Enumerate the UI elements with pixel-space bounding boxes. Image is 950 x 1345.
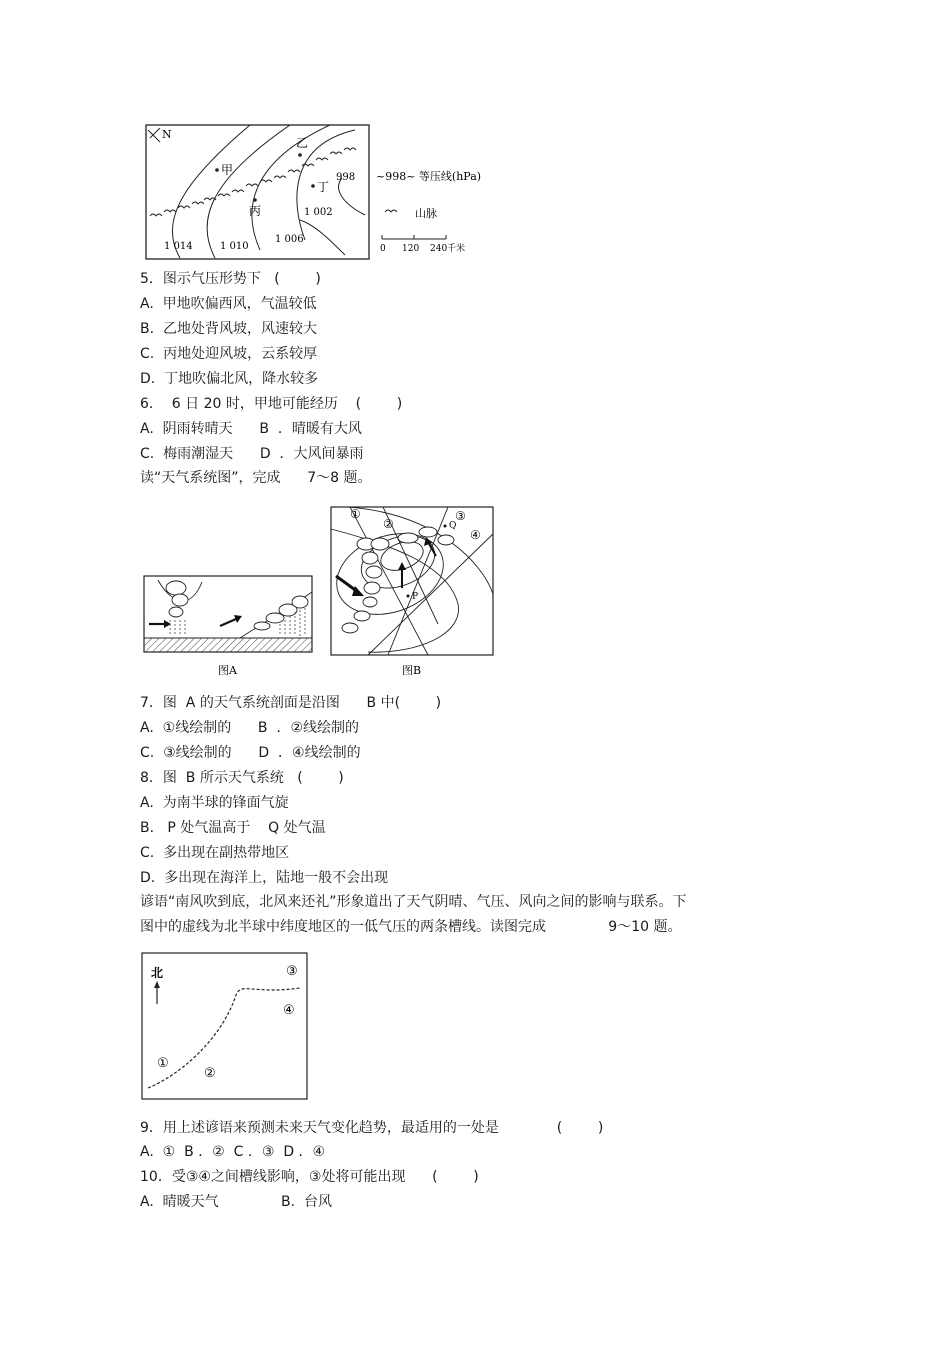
q8-option-c: C. 多出现在副热带地区 bbox=[140, 845, 290, 861]
q8-option-b: B. P 处气温高于 Q 处气温 bbox=[140, 820, 326, 836]
q5-option-b: B. 乙地处背风坡，风速较大 bbox=[140, 321, 317, 337]
scale-240: 240千米 bbox=[430, 244, 466, 254]
q8-option-d: D. 多出现在海洋上，陆地一般不会出现 bbox=[140, 870, 389, 886]
isobar-label-1014: 1 014 bbox=[164, 241, 193, 252]
weather-figure-a bbox=[140, 572, 316, 680]
figure-b-caption: 图B bbox=[402, 664, 422, 677]
north-label: N bbox=[162, 128, 172, 141]
q7-stem: 7．图 A 的天气系统剖面是沿图 B 中( ) bbox=[140, 695, 442, 711]
legend-mountain: 山脉 bbox=[415, 207, 437, 220]
q5-option-a: A. 甲地吹偏西风，气温较低 bbox=[140, 296, 317, 312]
scale-0: 0 bbox=[380, 244, 386, 254]
trough-label-2: ② bbox=[204, 1066, 216, 1081]
q5-option-d: D. 丁地吹偏北风，降水较多 bbox=[140, 371, 319, 387]
figure-b-label-1: ① bbox=[350, 507, 361, 521]
point-jia: 甲 bbox=[221, 163, 234, 177]
figure-b-label-2: ② bbox=[383, 517, 394, 531]
q5-stem: 5．图示气压形势下 ( ) bbox=[140, 271, 321, 287]
trough-line-figure bbox=[140, 950, 310, 1102]
q10-stem: 10．受③④之间槽线影响，③处将可能出现 ( ) bbox=[140, 1169, 479, 1185]
point-ding: 丁 bbox=[317, 180, 330, 194]
isobar-label-1010: 1 010 bbox=[220, 241, 249, 252]
q8-option-a: A. 为南半球的锋面气旋 bbox=[140, 795, 289, 811]
q10-options: A. 晴暖天气 B. 台风 bbox=[140, 1194, 332, 1210]
intro-7-8: 读“天气系统图”，完成 7～8 题。 bbox=[140, 470, 372, 486]
q8-stem: 8．图 B 所示天气系统 ( ) bbox=[140, 770, 344, 786]
trough-label-4: ④ bbox=[283, 1003, 295, 1018]
trough-label-3: ③ bbox=[286, 964, 298, 979]
isobar-map-figure bbox=[140, 120, 490, 265]
scale-120: 120 bbox=[402, 244, 420, 254]
q6-options-ab: A. 阴雨转晴天 B ．晴暖有大风 bbox=[140, 421, 362, 437]
figure-b-label-3: ③ bbox=[455, 509, 466, 523]
q9-options: A. ① B ．② C ．③ D ．④ bbox=[140, 1144, 326, 1160]
figure-b-point-q: Q bbox=[449, 521, 457, 531]
figure-b-label-4: ④ bbox=[470, 528, 481, 542]
point-yi: 乙 bbox=[296, 136, 309, 150]
isobar-label-1002: 1 002 bbox=[304, 207, 333, 218]
q6-stem: 6． 6 日 20 时，甲地可能经历 ( ) bbox=[140, 396, 403, 412]
trough-label-1: ① bbox=[157, 1056, 169, 1071]
q7-options-ab: A. ①线绘制的 B ．②线绘制的 bbox=[140, 720, 359, 736]
q9-stem: 9．用上述谚语来预测未来天气变化趋势，最适用的一处是 ( ) bbox=[140, 1120, 604, 1136]
q6-options-cd: C. 梅雨潮湿天 D ．大风间暴雨 bbox=[140, 446, 364, 462]
intro-9-10-line2: 图中的虚线为北半球中纬度地区的一低气压的两条槽线。读图完成 9～10 题。 bbox=[140, 919, 682, 935]
isobar-label-1006: 1 006 bbox=[275, 234, 304, 245]
intro-9-10-line1: 谚语“南风吹到底，北风来还礼”形象道出了天气阴晴、气压、风向之间的影响与联系。下 bbox=[140, 894, 687, 910]
north-label-cn: 北 bbox=[151, 966, 164, 980]
figure-a-caption: 图A bbox=[218, 664, 237, 677]
legend-isobar: ~998~ 等压线(hPa) bbox=[376, 170, 482, 183]
q5-option-c: C. 丙地处迎风坡，云系较厚 bbox=[140, 346, 318, 362]
q7-options-cd: C. ③线绘制的 D ．④线绘制的 bbox=[140, 745, 361, 761]
weather-figure-b bbox=[328, 504, 498, 680]
point-bing: 丙 bbox=[249, 204, 262, 218]
isobar-label-998: 998 bbox=[336, 172, 356, 183]
figure-b-point-p: P bbox=[412, 592, 419, 602]
